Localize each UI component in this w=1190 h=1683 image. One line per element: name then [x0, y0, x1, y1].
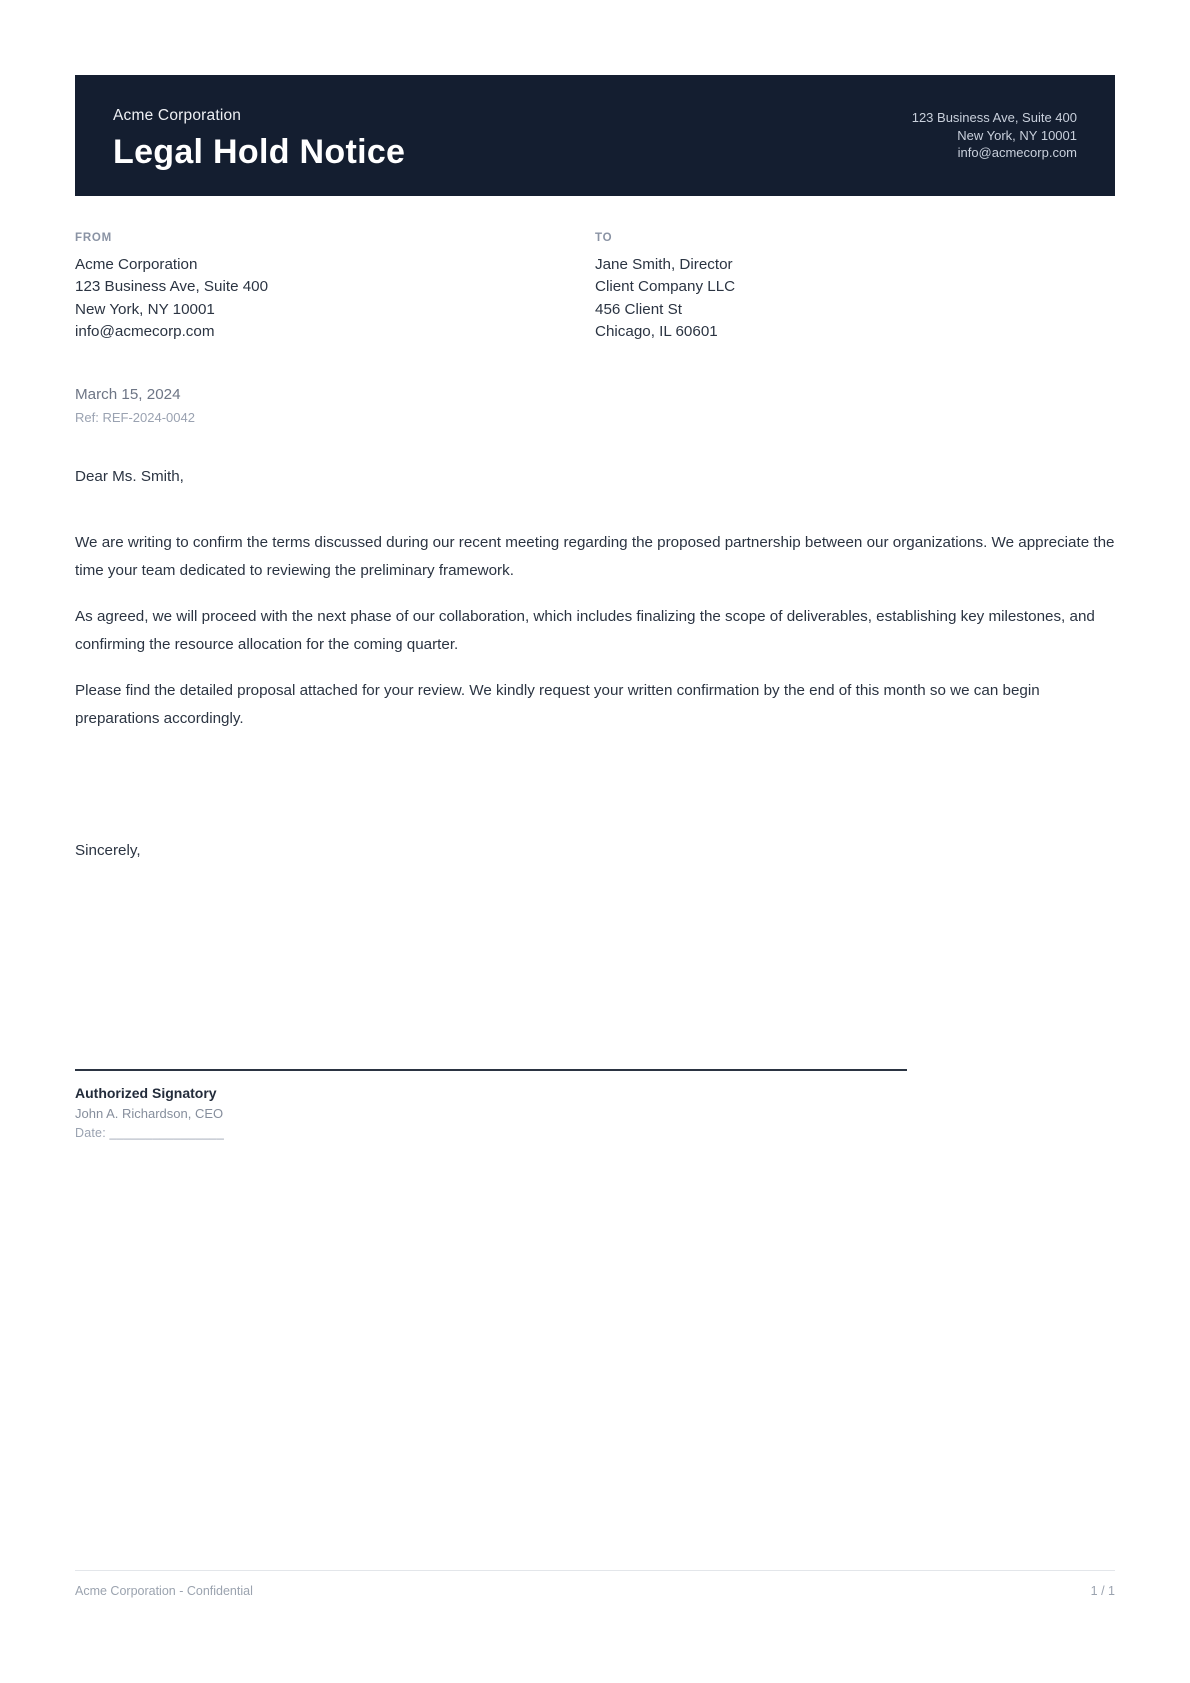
salutation: Dear Ms. Smith, — [75, 468, 184, 486]
signatory-title: Authorized Signatory — [75, 1085, 217, 1102]
closing: Sincerely, — [75, 842, 141, 860]
to-block — [595, 232, 1115, 343]
footer-confidential: Acme Corporation - Confidential — [75, 1584, 253, 1598]
to-line: Client Company LLC — [595, 278, 736, 296]
to-line: 456 Client St — [595, 300, 682, 318]
from-line: info@acmecorp.com — [75, 322, 215, 340]
company-name: Acme Corporation — [113, 107, 242, 124]
letterhead-left — [113, 107, 405, 172]
page-number: 1 / 1 — [1090, 1584, 1115, 1598]
page-footer — [75, 1570, 1115, 1598]
signature-line — [75, 1069, 907, 1071]
body-paragraph: As agreed, we will proceed with the next phase of our collaboration, which includes finalizing the scope of deliverables, establishing key milestones, and confirming the resource allocation for the coming quarter. — [75, 608, 1095, 653]
from-block — [75, 232, 595, 343]
from-line: 123 Business Ave, Suite 400 — [75, 278, 269, 296]
signature-date-line: Date: ________________ — [75, 1126, 224, 1141]
document-title: Legal Hold Notice — [113, 133, 406, 171]
from-line: Acme Corporation — [75, 256, 198, 273]
letter-date: March 15, 2024 — [75, 386, 181, 404]
address-section — [75, 232, 1115, 343]
signature-block — [75, 1069, 1115, 1140]
letterhead-address-line: 123 Business Ave, Suite 400 — [911, 110, 1077, 125]
letterhead-address-line: New York, NY 10001 — [957, 127, 1077, 143]
letterhead-address-line: info@acmecorp.com — [957, 145, 1077, 160]
body-paragraph: Please find the detailed proposal attached for your review. We kindly request your written confirmation by the end of this month so we can begin preparations accordingly. — [75, 682, 1040, 727]
to-line: Chicago, IL 60601 — [595, 322, 718, 340]
letterhead — [75, 75, 1115, 196]
body-paragraph: We are writing to confirm the terms discussed during our recent meeting regarding the proposed partnership between our organizations. We appreciate the time your team dedicated to reviewing the preliminary framework. — [75, 534, 1115, 579]
to-line: Jane Smith, Director — [595, 256, 733, 273]
from-label: FROM — [75, 232, 113, 244]
reference-number: Ref: REF-2024-0042 — [75, 410, 195, 426]
letterhead-address — [912, 107, 1077, 162]
signatory-name: John A. Richardson, CEO — [75, 1106, 224, 1122]
from-line: New York, NY 10001 — [75, 300, 215, 318]
to-label: TO — [595, 232, 613, 244]
date-block — [75, 386, 1115, 425]
